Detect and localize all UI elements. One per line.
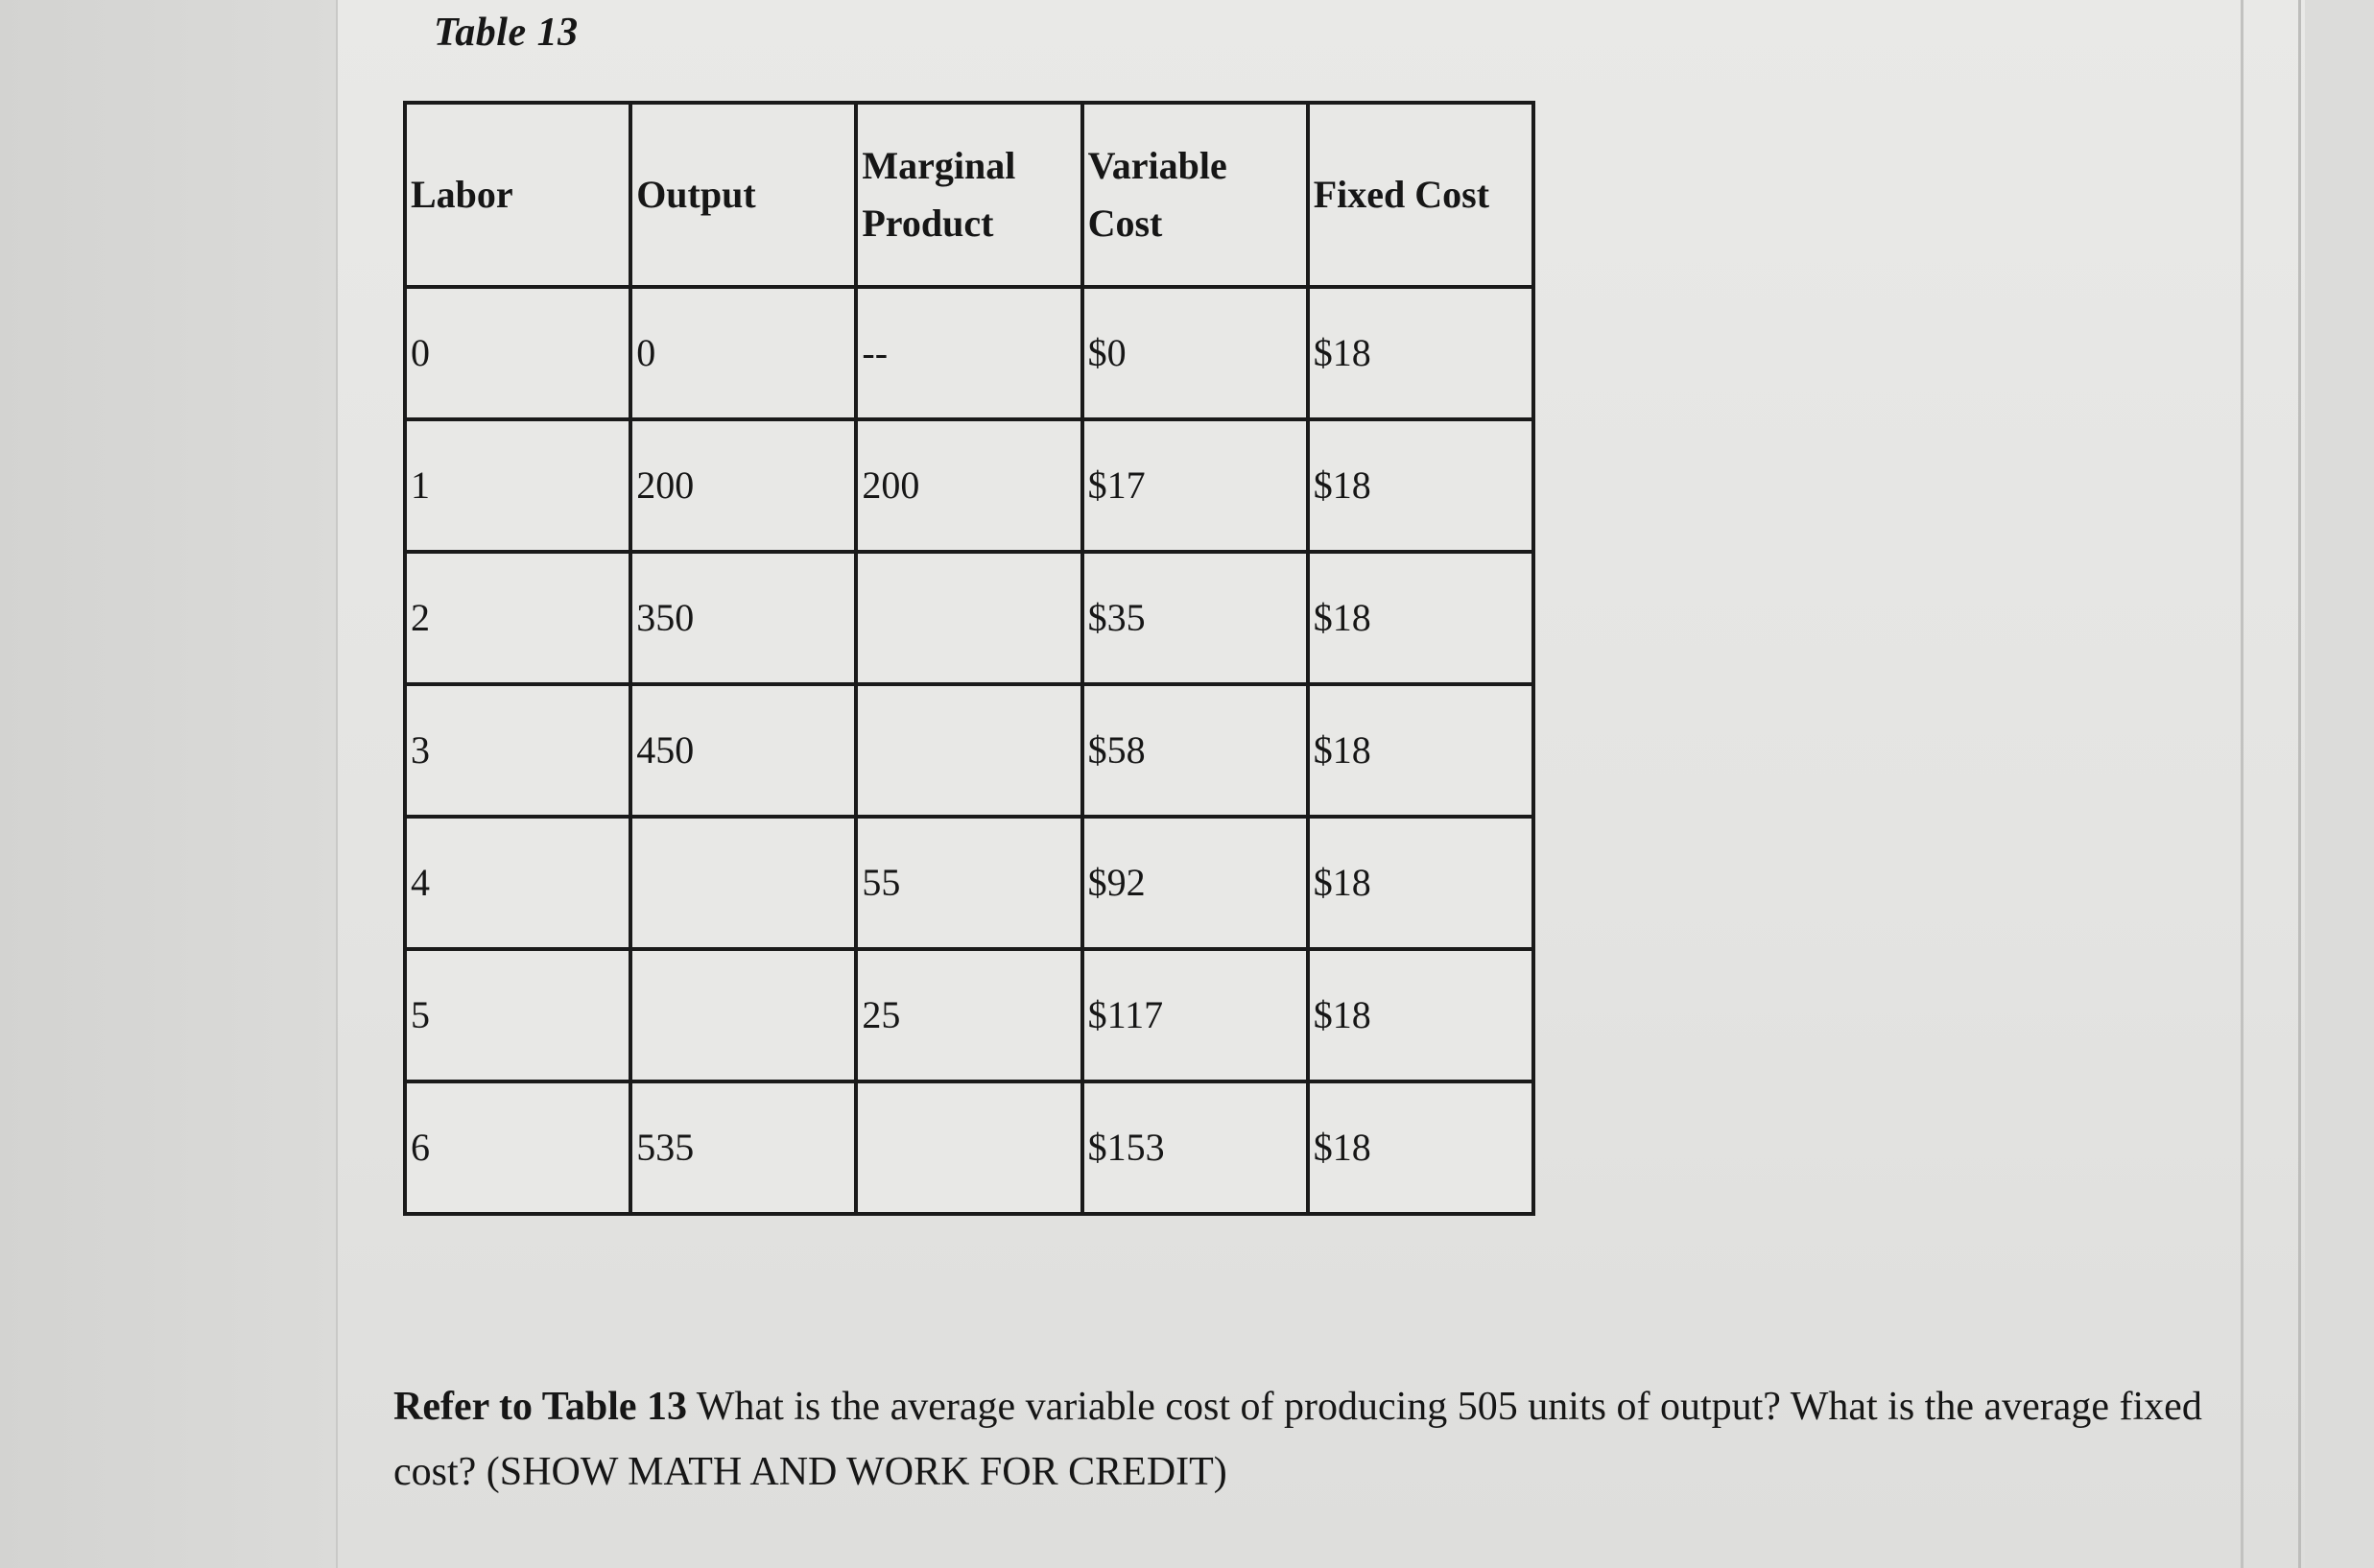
header-output: Output	[630, 103, 856, 287]
cell-variable-cost: $153	[1082, 1081, 1308, 1214]
cell-variable-cost: $35	[1082, 552, 1308, 684]
cell-marginal-product: 55	[856, 817, 1081, 949]
header-marginal-product: Marginal Product	[856, 103, 1081, 287]
table-header-row	[405, 103, 1533, 287]
cell-labor: 6	[405, 1081, 630, 1214]
cell-output: 200	[630, 419, 856, 552]
question-body: What is the average variable cost of producing 505 units of output? What is the average fixed cost? (SHOW MATH AND WORK FOR CREDIT)	[393, 1385, 2202, 1494]
cell-labor: 1	[405, 419, 630, 552]
cell-marginal-product	[856, 552, 1081, 684]
table-row	[405, 287, 1533, 419]
cell-variable-cost: $0	[1082, 287, 1308, 419]
cell-fixed-cost: $18	[1308, 419, 1533, 552]
cell-variable-cost: $117	[1082, 949, 1308, 1081]
cell-labor: 4	[405, 817, 630, 949]
desk-background	[0, 0, 336, 1568]
cell-output	[630, 949, 856, 1081]
cell-fixed-cost: $18	[1308, 287, 1533, 419]
cost-table	[403, 101, 1535, 1216]
cell-marginal-product: 25	[856, 949, 1081, 1081]
cell-fixed-cost: $18	[1308, 552, 1533, 684]
question-reference: Refer to Table 13	[393, 1385, 688, 1429]
cell-marginal-product: 200	[856, 419, 1081, 552]
cell-fixed-cost: $18	[1308, 949, 1533, 1081]
cell-output: 0	[630, 287, 856, 419]
cell-marginal-product	[856, 1081, 1081, 1214]
header-fixed-cost: Fixed Cost	[1308, 103, 1533, 287]
cell-output: 535	[630, 1081, 856, 1214]
cell-variable-cost: $92	[1082, 817, 1308, 949]
cell-variable-cost: $58	[1082, 684, 1308, 817]
cell-fixed-cost: $18	[1308, 1081, 1533, 1214]
cell-output: 450	[630, 684, 856, 817]
header-variable-cost: Variable Cost	[1082, 103, 1308, 287]
question-text	[393, 1374, 2217, 1505]
table-title: Table 13	[434, 11, 579, 55]
page-edge	[2298, 0, 2301, 1568]
header-labor: Labor	[405, 103, 630, 287]
page-edge	[2241, 0, 2243, 1568]
cell-output: 350	[630, 552, 856, 684]
cell-output	[630, 817, 856, 949]
cell-marginal-product: --	[856, 287, 1081, 419]
table-row	[405, 817, 1533, 949]
cell-labor: 5	[405, 949, 630, 1081]
table-row	[405, 419, 1533, 552]
cell-labor: 0	[405, 287, 630, 419]
table-row	[405, 552, 1533, 684]
cell-fixed-cost: $18	[1308, 684, 1533, 817]
cell-variable-cost: $17	[1082, 419, 1308, 552]
table-row	[405, 1081, 1533, 1214]
cell-marginal-product	[856, 684, 1081, 817]
cell-labor: 2	[405, 552, 630, 684]
table-row	[405, 949, 1533, 1081]
table-row	[405, 684, 1533, 817]
cell-labor: 3	[405, 684, 630, 817]
cell-fixed-cost: $18	[1308, 817, 1533, 949]
